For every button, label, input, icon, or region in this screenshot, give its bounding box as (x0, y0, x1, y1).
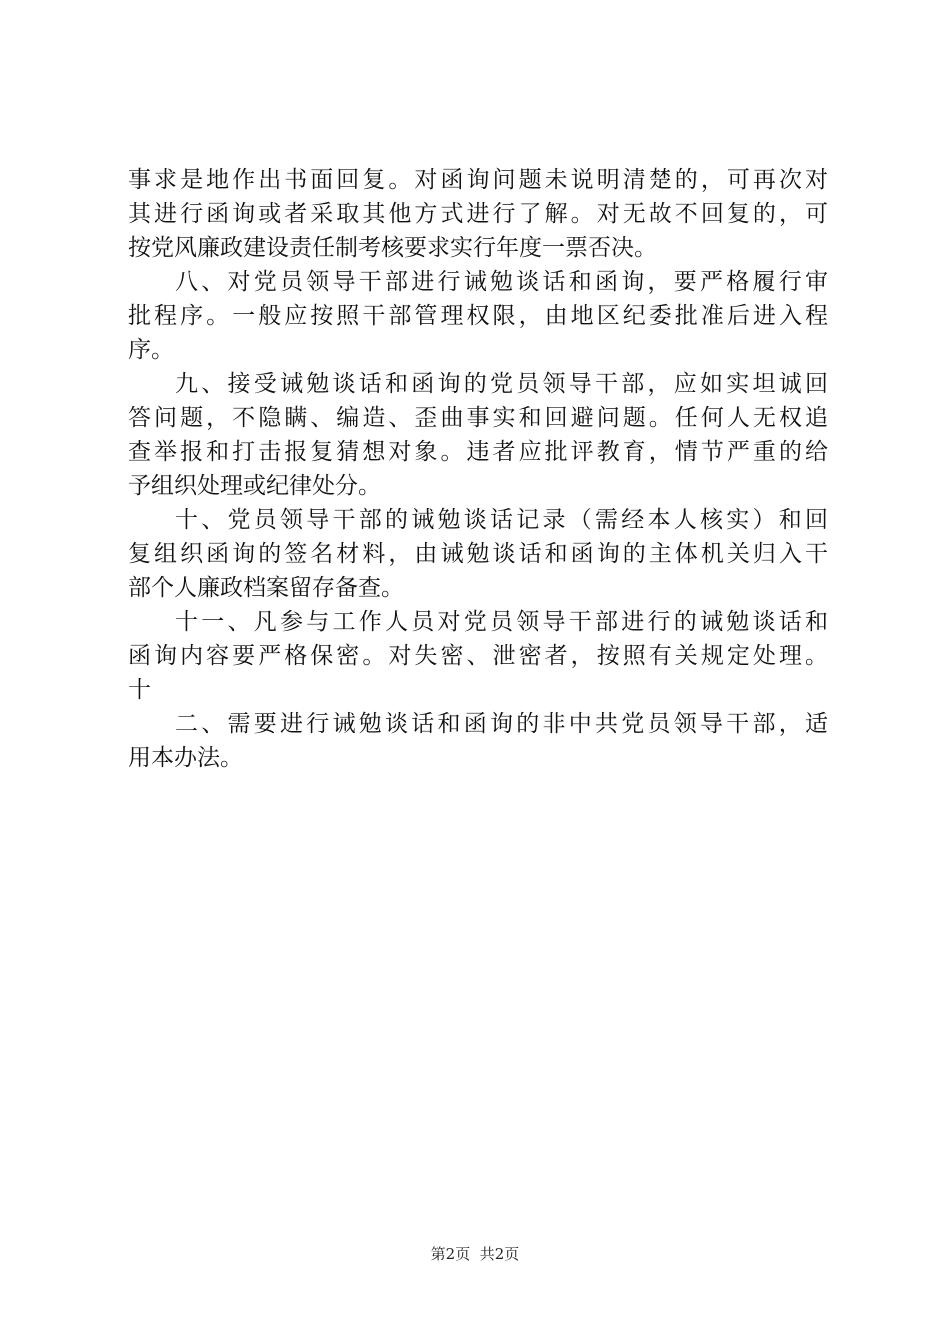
text-line: 部个人廉政档案留存备查。 (128, 575, 404, 601)
text-line: 查举报和打击报复猜想对象。违者应批评教育，情节严重的给 (128, 439, 828, 465)
footer-separator (470, 1245, 480, 1263)
text-line: 批程序。一般应按照干部管理权限，由地区纪委批准后进入程 (128, 303, 828, 329)
text-line: 按党风廉政建设责任制考核要求实行年度一票否决。 (128, 235, 657, 261)
text-line: 予组织处理或纪律处分。 (128, 473, 381, 499)
text-line: 其进行函询或者采取其他方式进行了解。对无故不回复的，可 (128, 201, 828, 227)
text-line: 事求是地作出书面回复。对函询问题未说明清楚的，可再次对 (128, 167, 828, 193)
text-line: 九、接受诫勉谈话和函询的党员领导干部，应如实坦诚回 (175, 371, 828, 397)
text-line: 序。 (128, 337, 174, 363)
text-line: 八、对党员领导干部进行诫勉谈话和函询，要严格履行审 (175, 269, 828, 295)
text-line: 答问题，不隐瞒、编造、歪曲事实和回避问题。任何人无权追 (128, 405, 828, 431)
text-line: 十一、凡参与工作人员对党员领导干部进行的诫勉谈话和 (175, 609, 828, 635)
document-body (128, 163, 828, 775)
text-line: 二、需要进行诫勉谈话和函询的非中共党员领导干部，适 (175, 711, 828, 737)
page-footer (0, 1243, 950, 1265)
text-line: 复组织函询的签名材料，由诫勉谈话和函询的主体机关归入干 (128, 541, 828, 567)
text-line: 十、党员领导干部的诫勉谈话记录（需经本人核实）和回 (175, 507, 828, 533)
text-line: 函询内容要严格保密。对失密、泄密者，按照有关规定处理。 (128, 643, 828, 669)
page-number-total: 共2页 (479, 1245, 520, 1263)
text-line: 十 (128, 677, 151, 703)
page-number-current: 第2页 (430, 1245, 471, 1263)
text-line: 用本办法。 (128, 745, 243, 771)
